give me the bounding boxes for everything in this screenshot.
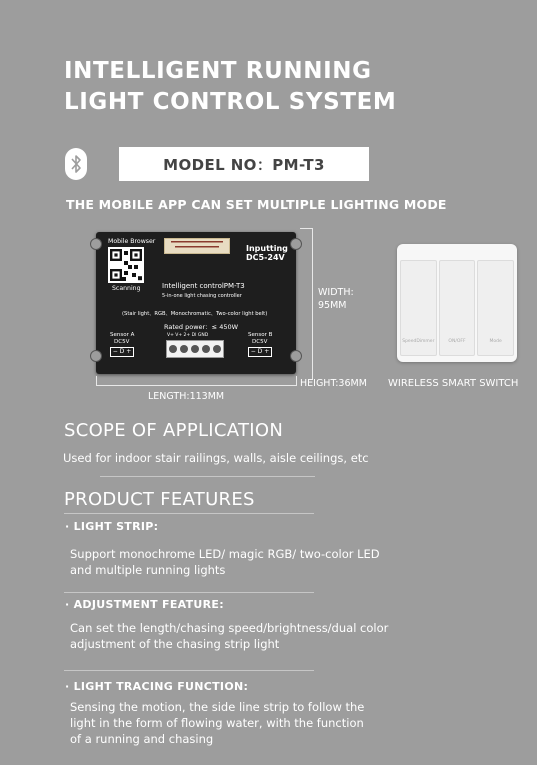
sensor-a-polarity: − D + (110, 347, 134, 357)
feature-line: of a running and chasing (70, 732, 214, 746)
height-dimension-line (312, 228, 313, 380)
rated-power: Rated power：≤ 450W (164, 323, 239, 331)
feature-text-light-tracing (70, 699, 364, 747)
divider (64, 670, 314, 671)
title-line-2: LIGHT CONTROL SYSTEM (64, 89, 397, 115)
wireless-switch (397, 244, 517, 362)
scanning-label: Scanning (112, 285, 141, 292)
width-label: WIDTH: (318, 287, 354, 298)
switch-button-label: Mode (489, 339, 502, 344)
length-dimension-tick (296, 376, 297, 386)
length-dimension-tick (96, 376, 97, 386)
mount-hole (90, 350, 102, 362)
switch-button-label: SpeedDimmer (402, 339, 435, 344)
switch-button-onoff (439, 260, 476, 356)
sensor-b-polarity: − D + (248, 347, 272, 357)
divider (64, 513, 314, 514)
feature-line: Sensing the motion, the side line strip to follow the (70, 700, 365, 714)
sensor-a-dc: DC5V (114, 339, 130, 345)
feature-line: Support monochrome LED/ magic RGB/ two-color LED (70, 547, 380, 561)
scope-title: SCOPE OF APPLICATION (64, 420, 284, 441)
app-mode-line: THE MOBILE APP CAN SET MULTIPLE LIGHTING MODE (66, 197, 447, 212)
controller-name: Intelligent controlPM-T3 (162, 282, 245, 290)
length-label: LENGTH:113MM (148, 391, 225, 402)
sensor-b-label: Sensor B (248, 332, 273, 338)
divider (100, 476, 315, 477)
divider (64, 592, 314, 593)
mount-hole (290, 350, 302, 362)
mount-hole (290, 238, 302, 250)
warning-sticker (164, 238, 230, 254)
feature-text-light-strip (70, 546, 380, 578)
controller-modes: (Stair light、RGB、Monochromatic、Two-color light belt) (122, 311, 268, 317)
mount-hole (90, 238, 102, 250)
mobile-browser-label: Mobile Browser (108, 238, 156, 245)
bluetooth-icon (65, 148, 87, 180)
features-title: PRODUCT FEATURES (64, 489, 255, 510)
switch-button-label: ON/OFF (448, 339, 466, 344)
model-number: MODEL NO：PM-T3 (119, 147, 369, 181)
qr-code (108, 247, 144, 283)
feature-text-adjustment (70, 620, 388, 652)
switch-button-mode (477, 260, 514, 356)
feature-line: Can set the length/chasing speed/brightness/dual color (70, 621, 389, 635)
sensor-b-dc: DC5V (252, 339, 268, 345)
feature-title-adjustment: · ADJUSTMENT FEATURE: (65, 598, 224, 611)
switch-caption: WIRELESS SMART SWITCH (388, 378, 519, 389)
height-label: HEIGHT:36MM (300, 378, 367, 389)
feature-title-light-strip: · LIGHT STRIP: (65, 520, 159, 533)
input-voltage: DC5-24V (246, 253, 285, 262)
controller-subtitle: 5-in-one light chasing controller (162, 293, 242, 299)
input-label: Inputting (246, 244, 288, 253)
width-value: 95MM (318, 300, 347, 311)
feature-line: and multiple running lights (70, 563, 226, 577)
terminal-labels: V+ V+ 2+ DI GND (167, 333, 209, 338)
title-line-1: INTELLIGENT RUNNING (64, 58, 372, 84)
length-dimension-line (96, 385, 296, 386)
page-title (64, 56, 396, 118)
switch-button-speed (400, 260, 437, 356)
terminal-block (166, 340, 224, 358)
feature-title-light-tracing: · LIGHT TRACING FUNCTION: (65, 680, 249, 693)
controller-device (96, 232, 296, 374)
scope-text: Used for indoor stair railings, walls, aisle ceilings, etc (63, 451, 369, 465)
height-dimension-tick (300, 228, 312, 229)
feature-line: light in the form of flowing water, with the function (70, 716, 364, 730)
feature-line: adjustment of the chasing strip light (70, 637, 280, 651)
sensor-a-label: Sensor A (110, 332, 135, 338)
